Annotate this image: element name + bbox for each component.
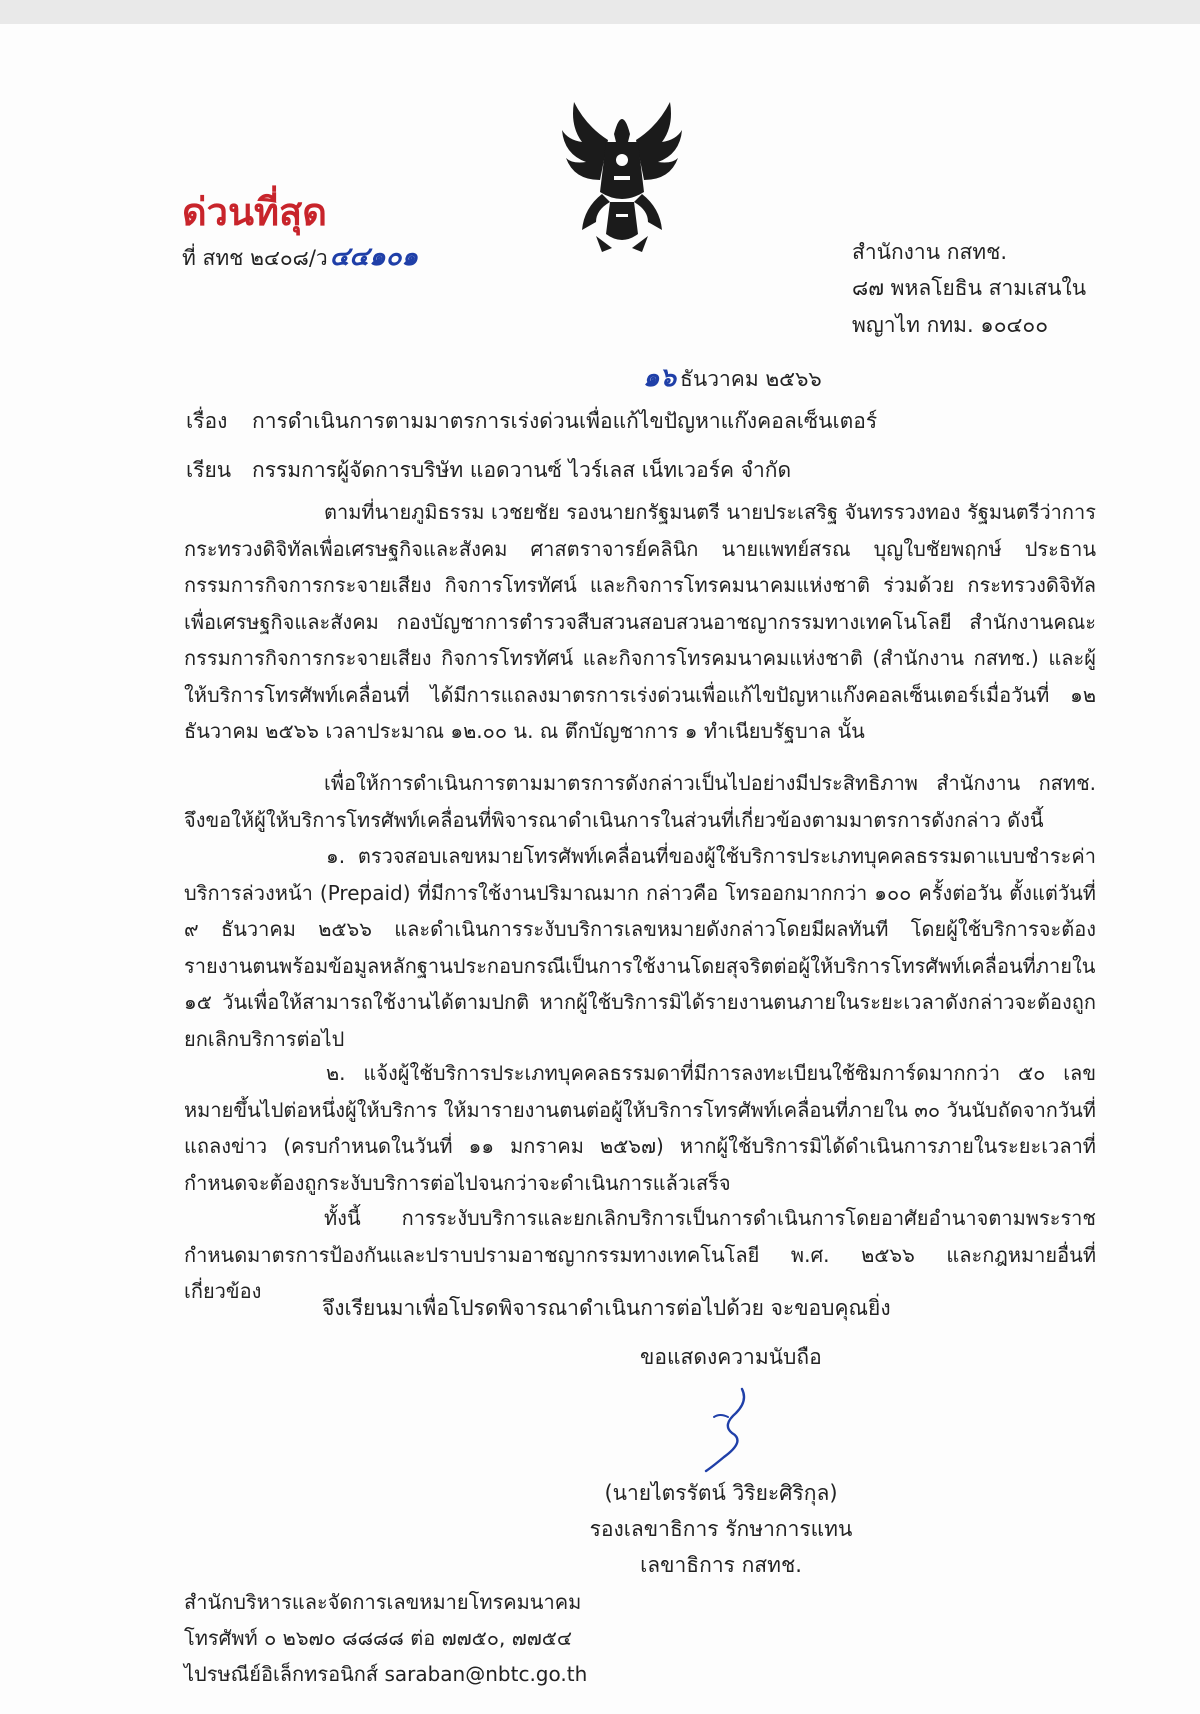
- date-text: ธันวาคม ๒๕๖๖: [680, 367, 822, 391]
- closing-line: จึงเรียนมาเพื่อโปรดพิจารณาดำเนินการต่อไปด้วย จะขอบคุณยิ่ง: [322, 1296, 891, 1320]
- signer-title-line-1: รองเลขาธิการ รักษาการแทน: [589, 1517, 853, 1541]
- document-number-handwritten: ๔๔๑๐๑: [329, 242, 418, 272]
- urgency-stamp: ด่วนที่สุด: [182, 190, 327, 234]
- letter-date: [643, 357, 822, 398]
- regards-line: ขอแสดงความนับถือ: [640, 1345, 822, 1369]
- addressee-text: กรรมการผู้จัดการบริษัท แอดวานซ์ ไวร์เลส เน็ทเวอร์ค จำกัด: [252, 458, 792, 482]
- signer-title-line-2: เลขาธิการ กสทช.: [640, 1553, 802, 1577]
- body-paragraph-2: เพื่อให้การดำเนินการตามมาตรการดังกล่าวเป็นไปอย่างมีประสิทธิภาพ สำนักงาน กสทช. จึงขอให้ผู้ให้บริการโทรศัพท์เคลื่อนที่พิจารณาดำเนินการในส่วนที่เกี่ยวข้องตามมาตรการดังกล่าว ดังนี้: [184, 771, 1096, 832]
- document-number: [182, 236, 418, 277]
- footer-email: ไปรษณีย์อิเล็กทรอนิกส์ saraban@nbtc.go.th: [184, 1662, 588, 1686]
- sender-office-line-2: ๘๗ พหลโยธิน สามเสนใน: [852, 276, 1087, 300]
- garuda-emblem-icon: [556, 96, 688, 256]
- addressee-label: เรียน: [186, 458, 232, 482]
- sender-office-line-1: สำนักงาน กสทช.: [852, 240, 1008, 264]
- document-number-prefix: ที่ สทช ๒๔๐๘/ว: [182, 246, 328, 270]
- body-item-2: ๒. แจ้งผู้ใช้บริการประเภทบุคคลธรรมดาที่มีการลงทะเบียนใช้ซิมการ์ดมากกว่า ๕๐ เลขหมายขึ้นไปต่อหนึ่งผู้ให้บริการ ให้มารายงานตนต่อผู้ให้บริการโทรศัพท์เคลื่อนที่ภายใน ๓๐ วันนับถัดจากวันที่แถลงข่าว (ครบกำหนดในวันที่ ๑๑ มกราคม ๒๕๖๗) หากผู้ใช้บริการมิได้ดำเนินการภายในระยะเวลาที่กำหนดจะต้องถูกระงับบริการต่อไปจนกว่าจะดำเนินการแล้วเสร็จ: [184, 1061, 1096, 1195]
- footer-department: สำนักบริหารและจัดการเลขหมายโทรคมนาคม: [184, 1590, 582, 1614]
- body-paragraph-1: ตามที่นายภูมิธรรม เวชยชัย รองนายกรัฐมนตรี นายประเสริฐ จันทรรวงทอง รัฐมนตรีว่าการกระทรวงดิจิทัลเพื่อเศรษฐกิจและสังคม ศาสตราจารย์คลินิก นายแพทย์สรณ บุญใบชัยพฤกษ์ ประธานกรรมการกิจการกระจายเสียง กิจการโทรทัศน์ และกิจการโทรคมนาคมแห่งชาติ ร่วมด้วย กระทรวงดิจิทัลเพื่อเศรษฐกิจและสังคม กองบัญชาการตำรวจสืบสวนสอบสวนอาชญากรรมทางเทคโนโลยี สำนักงานคณะกรรมการกิจการกระจายเสียง กิจการโทรทัศน์ และกิจการโทรคมนาคมแห่งชาติ (สำนักงาน กสทช.) และผู้ให้บริการโทรศัพท์เคลื่อนที่ ได้มีการแถลงมาตรการเร่งด่วนเพื่อแก้ไขปัญหาแก๊งคอลเซ็นเตอร์เมื่อวันที่ ๑๒ ธันวาคม ๒๕๖๖ เวลาประมาณ ๑๒.๐๐ น. ณ ตึกบัญชาการ ๑ ทำเนียบรัฐบาล นั้น: [184, 500, 1096, 743]
- body-item-1: ๑. ตรวจสอบเลขหมายโทรศัพท์เคลื่อนที่ของผู้ใช้บริการประเภทบุคคลธรรมดาแบบชำระค่าบริการล่วงหน้า (Prepaid) ที่มีการใช้งานปริมาณมาก กล่าวคือ โทรออกมากกว่า ๑๐๐ ครั้งต่อวัน ตั้งแต่วันที่ ๙ ธันวาคม ๒๕๖๖ และดำเนินการระงับบริการเลขหมายดังกล่าวโดยมีผลทันที โดยผู้ใช้บริการจะต้องรายงานตนพร้อมข้อมูลหลักฐานประกอบกรณีเป็นการใช้งานโดยสุจริตต่อผู้ให้บริการโทรศัพท์เคลื่อนที่ภายใน ๑๕ วันเพื่อให้สามารถใช้งานได้ตามปกติ หากผู้ใช้บริการมิได้รายงานตนภายในระยะเวลาดังกล่าวจะต้องถูกยกเลิกบริการต่อไป: [184, 844, 1096, 1051]
- signer-name: (นายไตรรัตน์ วิริยะศิริกุล): [604, 1481, 838, 1505]
- subject-label: เรื่อง: [186, 409, 228, 433]
- handwritten-signature: [684, 1383, 768, 1475]
- body-paragraph-3: ทั้งนี้ การระงับบริการและยกเลิกบริการเป็นการดำเนินการโดยอาศัยอำนาจตามพระราชกำหนดมาตรการป้องกันและปราบปรามอาชญากรรมทางเทคโนโลยี พ.ศ. ๒๕๖๖ และกฎหมายอื่นที่เกี่ยวข้อง: [184, 1206, 1096, 1303]
- sender-office-line-3: พญาไท กทม. ๑๐๔๐๐: [852, 313, 1049, 337]
- subject-text: การดำเนินการตามมาตรการเร่งด่วนเพื่อแก้ไขปัญหาแก๊งคอลเซ็นเตอร์: [252, 409, 878, 433]
- date-handwritten: ๑๖: [643, 363, 677, 393]
- footer-phone: โทรศัพท์ ๐ ๒๖๗๐ ๘๘๘๘ ต่อ ๗๗๕๐, ๗๗๕๔: [184, 1626, 573, 1650]
